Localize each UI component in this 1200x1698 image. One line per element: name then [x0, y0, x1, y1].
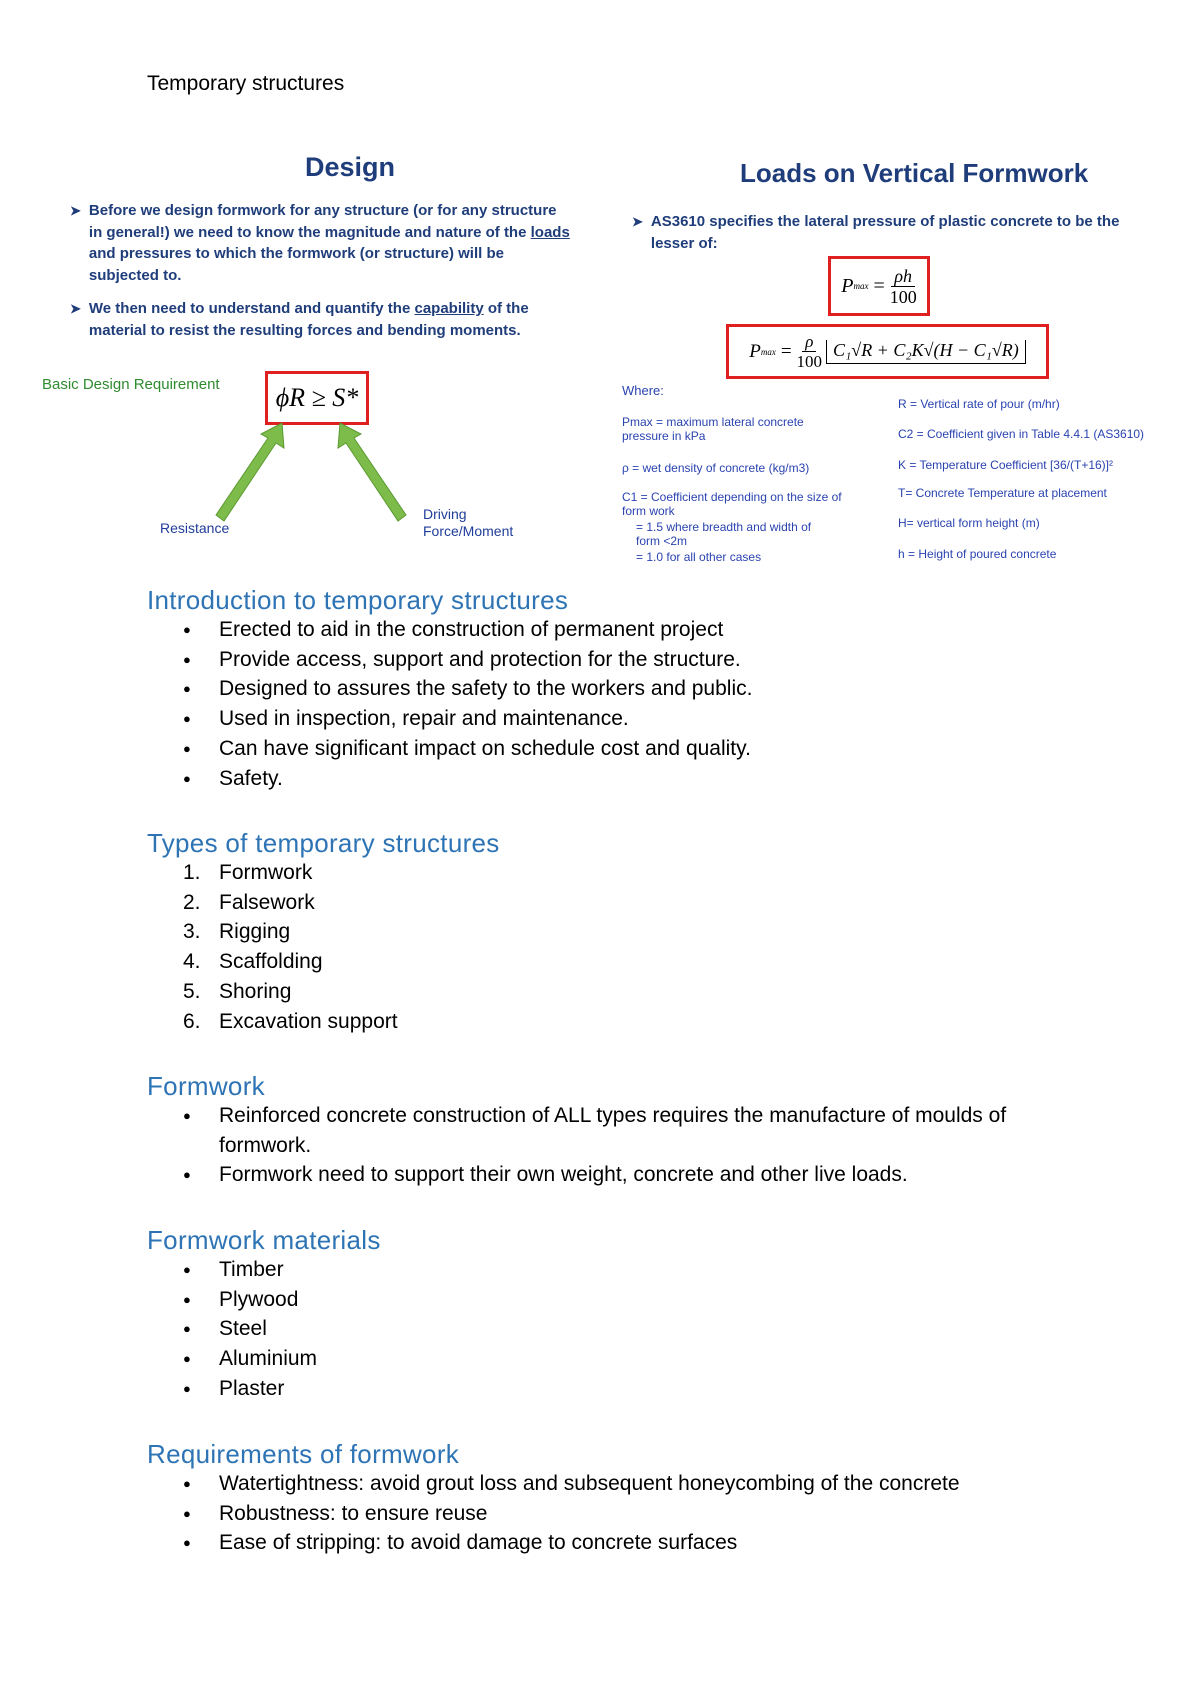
list-item: ● Ease of stripping: to avoid damage to concrete surfaces	[147, 1528, 1107, 1558]
driving-label: Driving Force/Moment	[423, 506, 514, 539]
design-bullet-2: ➤ We then need to understand and quantify the capability of the material to resist the resulting forces and bending moments.	[70, 298, 570, 341]
formula-pmax-1-box: P max = $\frac{\rho h}{100}$	[828, 256, 930, 316]
list-item: ● Steel	[147, 1314, 1107, 1344]
list-item: ● Plywood	[147, 1285, 1107, 1315]
def-pmax: Pmax = maximum lateral concrete pressure in kPa	[622, 415, 804, 443]
list-item: ● Used in inspection, repair and maintenance.	[147, 704, 1107, 734]
list-item: 5. Shoring	[183, 979, 292, 1003]
bullet-list	[147, 1469, 1107, 1558]
def-c1: C1 = Coefficient depending on the size of form work	[622, 490, 842, 518]
section-formwork-materials	[147, 1225, 1107, 1404]
def-c1-case-1: = 1.5 where breadth and width of form <2m	[636, 520, 812, 548]
arrow-bullet-icon: ➤	[70, 203, 81, 218]
loads-title: Loads on Vertical Formwork	[740, 158, 1089, 188]
section-introduction	[147, 585, 1107, 793]
list-item: ● Plaster	[147, 1374, 1107, 1404]
list-item: ● Aluminium	[147, 1344, 1107, 1374]
section-types	[147, 828, 1107, 1036]
def-k: K = Temperature Coefficient [36/(T+16)]²	[898, 458, 1113, 472]
list-item: 4. Scaffolding	[183, 950, 323, 974]
list-item: ● Reinforced concrete construction of ALL types requires the manufacture of moulds of formwork.	[147, 1101, 1077, 1160]
list-item: 3. Rigging	[183, 920, 291, 944]
where-label: Where:	[622, 383, 664, 398]
design-formula-box: ϕR ≥ S*	[265, 371, 369, 425]
def-density: ρ = wet density of concrete (kg/m3)	[622, 461, 810, 475]
section-requirements	[147, 1439, 1107, 1558]
def-h-form: H= vertical form height (m)	[898, 516, 1040, 530]
def-r: R = Vertical rate of pour (m/hr)	[898, 397, 1060, 411]
bullet-list	[147, 615, 1107, 793]
def-t: T= Concrete Temperature at placement	[898, 486, 1107, 500]
design-title: Design	[305, 152, 396, 182]
def-h-poured: h = Height of poured concrete	[898, 547, 1057, 561]
list-item: 2. Falsework	[183, 890, 315, 914]
section-heading: Formwork	[147, 1071, 265, 1101]
resistance-label: Resistance	[160, 520, 230, 536]
basic-design-requirement-label: Basic Design Requirement	[42, 376, 220, 393]
list-item: ● Watertightness: avoid grout loss and subsequent honeycombing of the concrete	[147, 1469, 1107, 1499]
arrow-bullet-icon: ➤	[70, 301, 81, 316]
list-item: 1. Formwork	[183, 861, 313, 884]
design-bullet-1: ➤ Before we design formwork for any structure (or for any structure in general!) we need to know the magnitude and nature of the loads and pressures to which the formwork (or structure) will be subjected to.	[70, 200, 570, 286]
list-item: ● Designed to assures the safety to the workers and public.	[147, 674, 1107, 704]
formula-pmax-2-box: P max = $\frac{\rho}{100}$ C₁√R + C₂K√(H − C₁√R)	[726, 324, 1049, 379]
list-item: 6. Excavation support	[183, 1009, 398, 1033]
bullet-list	[147, 1255, 1107, 1404]
list-item: ● Provide access, support and protection for the structure.	[147, 645, 1107, 675]
section-heading: Introduction to temporary structures	[147, 585, 569, 615]
list-item: ● Safety.	[147, 764, 1107, 794]
section-formwork	[147, 1071, 1107, 1190]
arrow-bullet-icon: ➤	[632, 214, 643, 229]
section-heading: Types of temporary structures	[147, 828, 500, 858]
section-heading: Requirements of formwork	[147, 1439, 460, 1469]
page-header: Temporary structures	[147, 72, 345, 95]
numbered-list	[147, 858, 1107, 1036]
list-item: ● Can have significant impact on schedule cost and quality.	[147, 734, 1107, 764]
bullet-list	[147, 1101, 1077, 1190]
resistance-and-driving-arrows-icon	[200, 415, 420, 530]
def-c2: C2 = Coefficient given in Table 4.4.1 (AS3610)	[898, 427, 1145, 441]
list-item: ● Erected to aid in the construction of permanent project	[147, 615, 1107, 645]
section-heading: Formwork materials	[147, 1225, 381, 1255]
loads-bullet: ➤ AS3610 specifies the lateral pressure of plastic concrete to be the lesser of:	[632, 211, 1152, 254]
list-item: ● Formwork need to support their own weight, concrete and other live loads.	[147, 1160, 1077, 1190]
list-item: ● Timber	[147, 1255, 1107, 1285]
list-item: ● Robustness: to ensure reuse	[147, 1499, 1107, 1529]
def-c1-case-2: = 1.0 for all other cases	[636, 550, 762, 564]
